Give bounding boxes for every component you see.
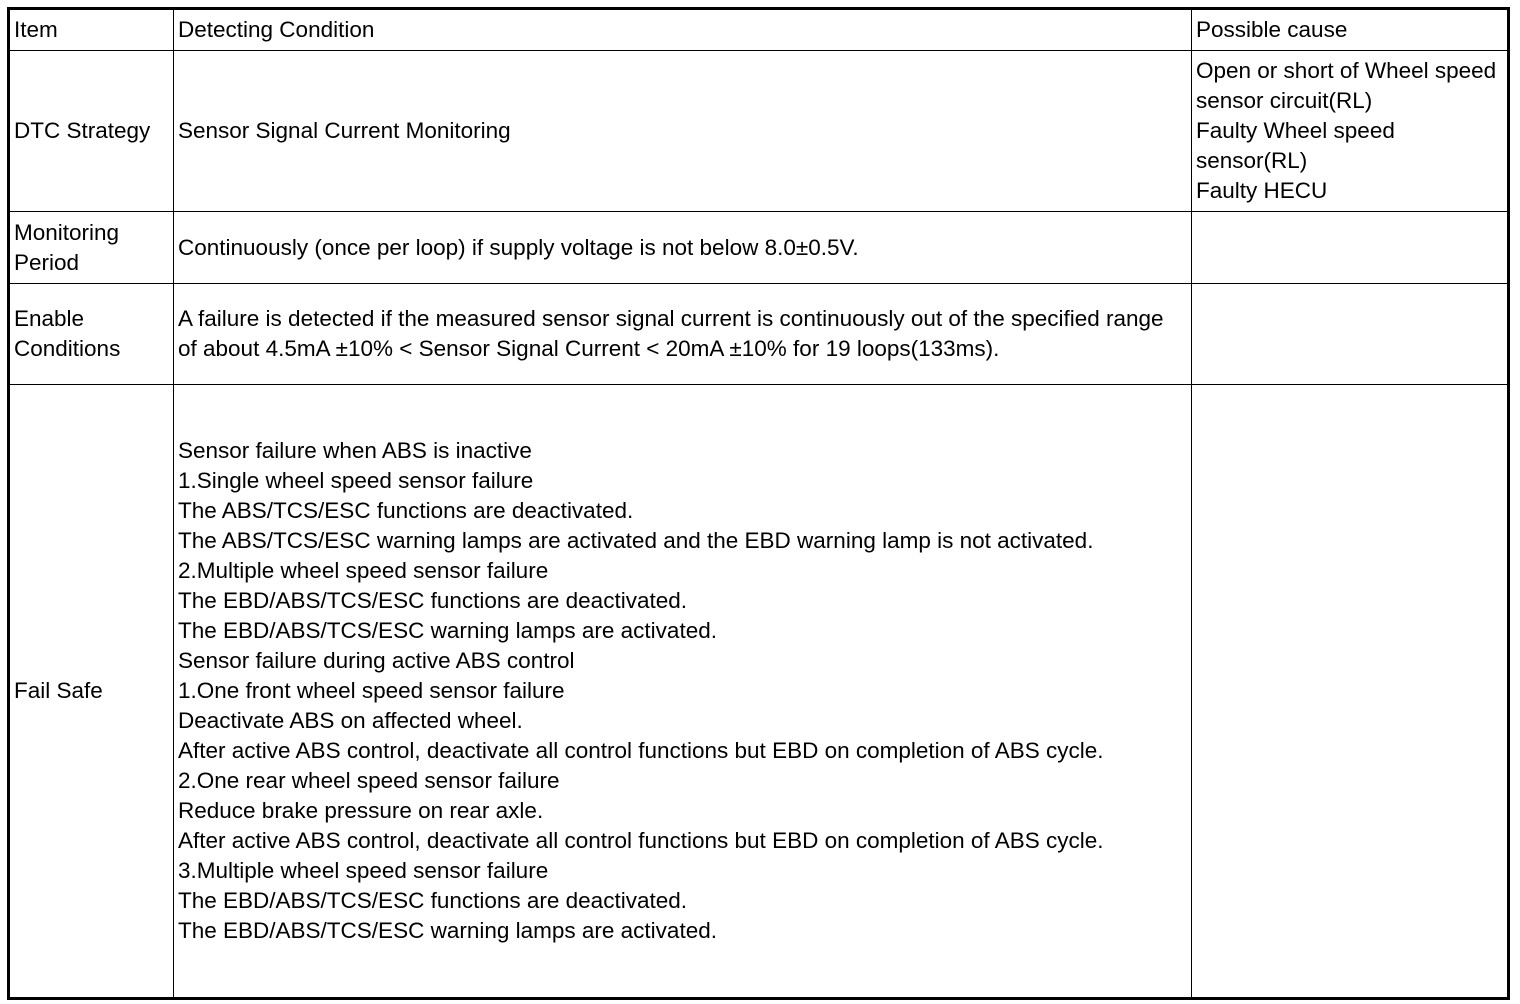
condition-line: Sensor Signal Current Monitoring xyxy=(178,118,511,143)
condition-line: After active ABS control, deactivate all control functions but EBD on completion of ABS cycle. xyxy=(178,738,1104,763)
condition-line: After active ABS control, deactivate all control functions but EBD on completion of ABS cycle. xyxy=(178,828,1104,853)
cause-line: Faulty Wheel speed sensor(RL) xyxy=(1196,118,1395,173)
table-row-monitoring-period xyxy=(9,212,1509,284)
condition-cell xyxy=(174,212,1192,284)
condition-cell xyxy=(174,385,1192,999)
condition-line: 3.Multiple wheel speed sensor failure xyxy=(178,858,549,883)
condition-line: Deactivate ABS on affected wheel. xyxy=(178,708,523,733)
header-possible-cause: Possible cause xyxy=(1192,9,1509,51)
cause-cell xyxy=(1192,385,1509,999)
cause-line: Open or short of Wheel speed sensor circuit(RL) xyxy=(1196,58,1497,113)
cause-line: Faulty HECU xyxy=(1196,178,1328,203)
condition-line: 1.One front wheel speed sensor failure xyxy=(178,678,565,703)
table-row-dtc-strategy xyxy=(9,51,1509,212)
header-item: Item xyxy=(9,9,174,51)
item-cell: Fail Safe xyxy=(9,385,174,999)
condition-line: The EBD/ABS/TCS/ESC warning lamps are activated. xyxy=(178,918,717,943)
condition-line: The ABS/TCS/ESC warning lamps are activated and the EBD warning lamp is not activated. xyxy=(178,528,1094,553)
item-cell: Enable Conditions xyxy=(9,284,174,385)
table-row-fail-safe xyxy=(9,385,1509,999)
condition-cell xyxy=(174,51,1192,212)
condition-line: Sensor failure during active ABS control xyxy=(178,648,575,673)
cause-cell xyxy=(1192,212,1509,284)
condition-line: The EBD/ABS/TCS/ESC warning lamps are activated. xyxy=(178,618,717,643)
condition-line: 1.Single wheel speed sensor failure xyxy=(178,468,534,493)
condition-line: Continuously (once per loop) if supply voltage is not below 8.0±0.5V. xyxy=(178,234,859,260)
cause-cell xyxy=(1192,51,1509,212)
header-detecting-condition: Detecting Condition xyxy=(174,9,1192,51)
table-row-enable-conditions xyxy=(9,284,1509,385)
condition-line: The EBD/ABS/TCS/ESC functions are deactivated. xyxy=(178,588,687,613)
condition-line: A failure is detected if the measured sensor signal current is continuously out of the specified range of about 4.5mA ±10% < Sensor Signal Current < 20mA ±10% for 19 loops(133ms). xyxy=(178,306,1164,361)
condition-line: The EBD/ABS/TCS/ESC functions are deactivated. xyxy=(178,888,687,913)
condition-cell xyxy=(174,284,1192,385)
item-cell: DTC Strategy xyxy=(9,51,174,212)
condition-line: Reduce brake pressure on rear axle. xyxy=(178,798,544,823)
condition-line: 2.Multiple wheel speed sensor failure xyxy=(178,558,549,583)
cause-cell xyxy=(1192,284,1509,385)
condition-line: 2.One rear wheel speed sensor failure xyxy=(178,768,560,793)
header-row xyxy=(9,9,1509,51)
dtc-table xyxy=(7,7,1510,1000)
condition-line: Sensor failure when ABS is inactive xyxy=(178,438,532,463)
item-cell: Monitoring Period xyxy=(9,212,174,284)
condition-line: The ABS/TCS/ESC functions are deactivated. xyxy=(178,498,634,523)
